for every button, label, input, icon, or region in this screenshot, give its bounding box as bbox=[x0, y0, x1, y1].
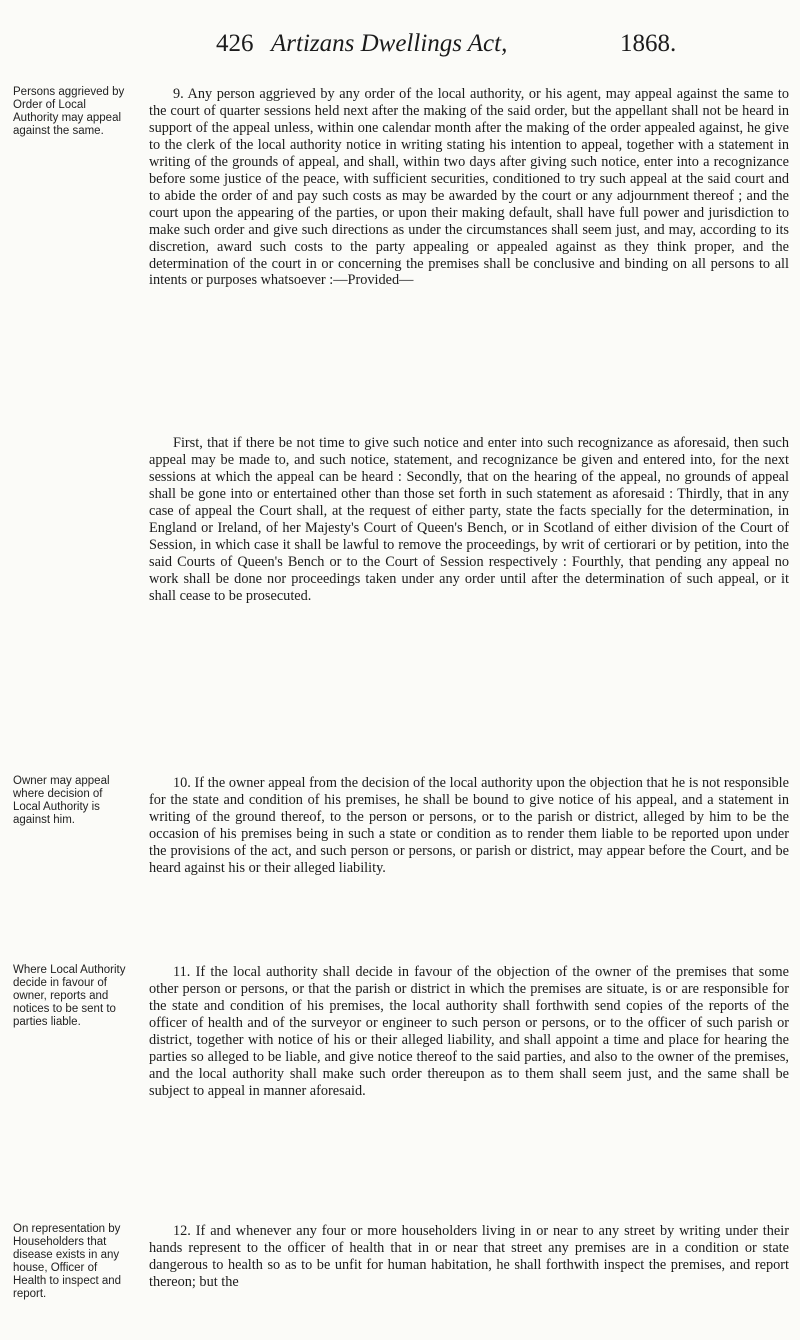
margin-note-owner-appeal: Owner may appeal where decision of Local Authority is against him. bbox=[13, 775, 110, 826]
section-text: If and whenever any four or more householders living in or near to any street by writing under their hands represent to the officer of health that in or near that street any premises are in a condition or state dangerous to health so as to be unfit for human habitation, he shall forthwith inspect the premises, and report thereon; but the bbox=[149, 1223, 789, 1290]
running-title-year: 1868. bbox=[620, 30, 677, 57]
section-number: 12. bbox=[173, 1223, 191, 1239]
running-title: Artizans Dwellings Act, bbox=[271, 30, 508, 57]
section-text: If the local authority shall decide in favour of the objection of the owner of the premises that some other person or persons, or that the parish or district in which the premises are situate, is or are responsible for the state and condition of his premises, the local authority shall forthwith send copies of the reports of the officer of health and of the surveyor or engineer to such person or persons, or to the officer of such parish or district, together with notice of his or their alleged liability, and shall appoint a time and place for hearing the parties so alleged to be liable, and give notice thereof to the said parties, and also to the owner of the premises, and the local authority shall make such order thereupon as to them shall seem just, and the same shall be subject to appeal in manner aforesaid. bbox=[149, 964, 789, 1099]
section-12 bbox=[149, 1223, 789, 1291]
section-9 bbox=[149, 86, 789, 289]
margin-note-local-authority: Where Local Authority decide in favour of owner, reports and notices to be sent to parties liable. bbox=[13, 964, 126, 1028]
section-text: First, that if there be not time to give such notice and enter into such recognizance as aforesaid, then such appeal may be made to, and such notice, statement, and recognizance be given and entered into, for the next sessions at which the appeal can be heard : Secondly, that on the hearing of the appeal, no grounds of appeal shall be gone into or entertained other than those set forth in such statement as aforesaid : Thirdly, that in any case of appeal the Court shall, at the request of either party, state the facts specially for the determination, in England or Ireland, of her Majesty's Court of Queen's Bench, or in Scotland of either division of the Court of Session, in which case it shall be lawful to remove the proceedings, by writ of certiorari or by petition, into the said Courts of Queen's Bench or to the Court of Session respectively : Fourthly, that pending any appeal no work shall be done nor proceedings taken under any order until after the determination of such appeal, or it shall cease to be prosecuted. bbox=[149, 435, 789, 604]
section-9-provisos bbox=[149, 435, 789, 605]
section-9-paragraph bbox=[149, 86, 789, 289]
section-11-paragraph bbox=[149, 964, 789, 1100]
section-10 bbox=[149, 775, 789, 877]
section-number: 10. bbox=[173, 775, 191, 791]
section-number: 9. bbox=[173, 86, 184, 102]
section-number: 11. bbox=[173, 964, 191, 980]
section-text: Any person aggrieved by any order of the local authority, or his agent, may appeal against the same to the court of quarter sessions held next after the making of the said order, but the appellant shall not be heard in support of the appeal unless, within one calendar month after the making of the order appealed against, he give to the clerk of the local authority notice in writing stating his intention to appeal, together with a statement in writing of the grounds of appeal, and shall, within two days after giving such notice, enter into a recognizance before some justice of the peace, with sufficient securities, conditioned to try such appeal at the said court and to abide the order of and pay such costs as may be awarded by the court or any adjournment thereof ; and the court upon the appearing of the parties, or upon their making default, shall have full power and jurisdiction to make such order and give such directions as under the circumstances shall seem just, and may, according to its discretion, award such costs to the party appealing or appealed against as they think proper, and the determination of the court in or concerning the premises shall be conclusive and binding on all persons to all intents or purposes whatsoever :—Provided— bbox=[149, 86, 789, 289]
section-text: If the owner appeal from the decision of the local authority upon the objection that he is not responsible for the state and condition of his premises, he shall be bound to give notice of his appeal, and a statement in writing of the ground thereof, to the person or persons, or to the parish or district, alleged by him to be the occasion of his premises being in such a state or condition as to render them liable to be reported upon under the provisions of the act, and such person or persons, or parish or district, may appear before the Court, and be heard against his or their alleged liability. bbox=[149, 775, 790, 876]
margin-note-appeal: Persons aggrieved by Order of Local Authority may appeal against the same. bbox=[13, 86, 125, 137]
margin-note-representation: On representation by Householders that disease exists in any house, Officer of Health to inspect and report. bbox=[13, 1223, 122, 1300]
section-12-paragraph bbox=[149, 1223, 789, 1291]
section-10-paragraph bbox=[149, 775, 789, 877]
page-header bbox=[0, 0, 800, 75]
page-number: 426 bbox=[216, 30, 254, 57]
section-9-provisos-paragraph bbox=[149, 435, 789, 605]
section-11 bbox=[149, 964, 789, 1100]
